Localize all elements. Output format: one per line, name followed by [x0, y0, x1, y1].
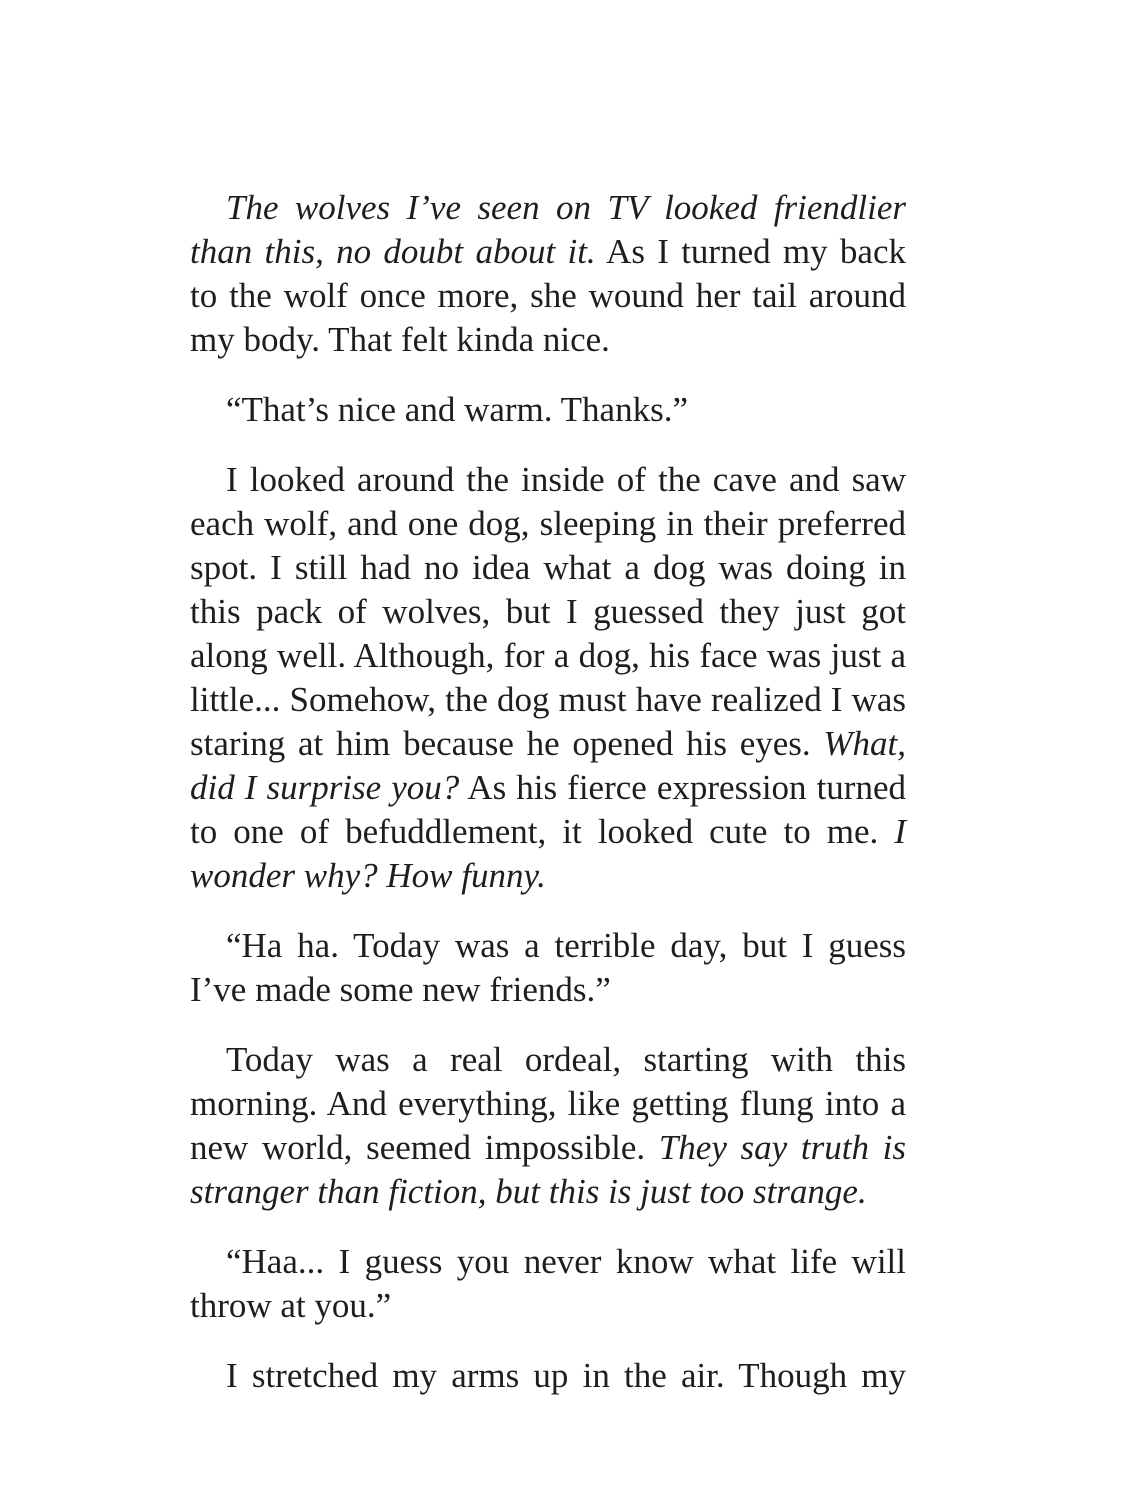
- text-segment: “Ha ha. Today was a terrible day, but I guess I’ve made some new friends.”: [190, 926, 906, 1009]
- italic-text: I wonder why? How funny.: [190, 812, 906, 895]
- paragraph: [190, 1038, 906, 1214]
- paragraph: [190, 388, 906, 432]
- paragraph: [190, 458, 906, 898]
- text-segment: I looked around the inside of the cave and saw each wolf, and one dog, sleeping in their preferred spot. I still had no idea what a dog was doing in this pack of wolves, but I guessed they just got along well. Although, for a dog, his face was just a little... Somehow, the dog must have realized I was staring at him because he opened his eyes.: [190, 460, 906, 763]
- italic-text: They say truth is stranger than fiction, but this is just too strange.: [190, 1128, 906, 1211]
- italic-text: What, did I surprise you?: [190, 724, 906, 807]
- paragraph: [190, 924, 906, 1012]
- text-segment: I stretched my arms up in the air. Though my: [226, 1356, 906, 1395]
- book-page: [190, 186, 906, 1424]
- text-segment: “Haa... I guess you never know what life will throw at you.”: [190, 1242, 906, 1325]
- paragraph: [190, 186, 906, 362]
- text-segment: “That’s nice and warm. Thanks.”: [226, 390, 688, 429]
- italic-text: The wolves I’ve seen on TV looked friendlier than this, no doubt about it.: [190, 188, 906, 271]
- text-segment: As his fierce expression turned to one of befuddlement, it looked cute to me.: [190, 768, 906, 851]
- text-segment: As I turned my back to the wolf once more, she wound her tail around my body. That felt kinda nice.: [190, 232, 906, 359]
- text-segment: Today was a real ordeal, starting with this morning. And everything, like getting flung into a new world, seemed impossible.: [190, 1040, 906, 1167]
- paragraph: [190, 1240, 906, 1328]
- paragraph: [190, 1354, 906, 1398]
